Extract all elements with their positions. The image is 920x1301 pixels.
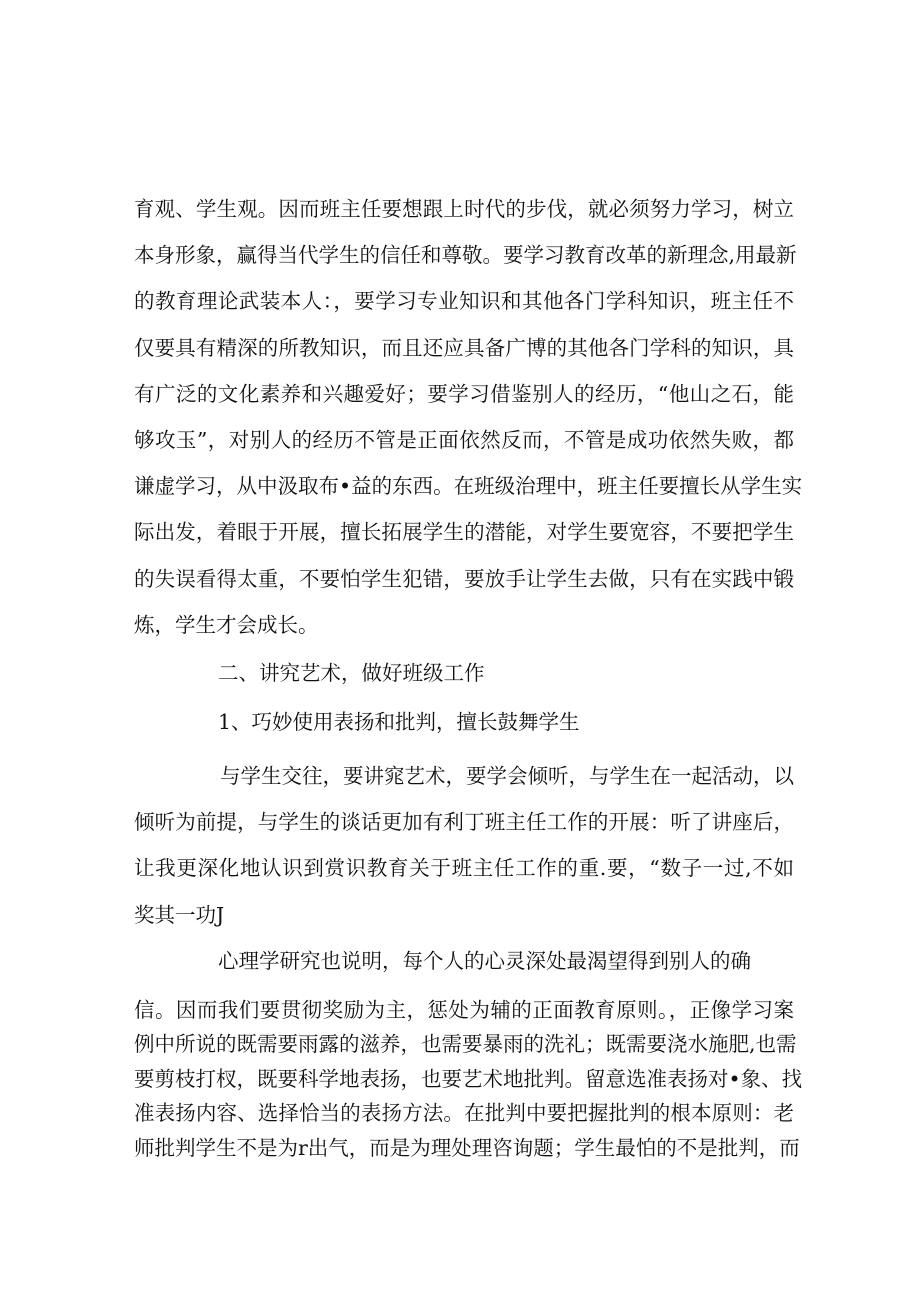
text-line: 例中所说的既需要雨露的滋养，也需要暴雨的洗礼；既需要浇水施肥,也需 bbox=[134, 1032, 797, 1057]
text-line: 的教育理论武装本人：，要学习专业知识和其他各门学科知识，班主任不 bbox=[134, 289, 794, 314]
text-line: 师批判学生不是为r出气，而是为理处理咨询题；学生最怕的不是批判，而 bbox=[134, 1135, 800, 1160]
paragraph-psychology bbox=[134, 993, 803, 1165]
text-line: 际出发，着眼于开展，擅长拓展学生的潜能，对学生要宽容，不要把学生 bbox=[134, 520, 794, 545]
text-line: 炼，学生才会成长。 bbox=[134, 612, 319, 637]
text-line: 奖其一功J bbox=[134, 902, 225, 927]
subsection-heading: 1、巧妙使用表扬和批判，擅长鼓舞学生 bbox=[218, 710, 580, 734]
text-line: 与学生交往，要讲窕艺术，要学会倾听，与学生在一起活动，以 bbox=[220, 764, 794, 788]
text-line: 谦虚学习，从中汲取布•益的东西。在班级治理中，班主任要擅长从学生实 bbox=[134, 474, 803, 499]
text-line: 让我更深化地认识到赏识教育关于班主任工作的重.要，“数子一过,不如 bbox=[134, 856, 794, 881]
text-line: 信。因而我们要贯彻奖励为主，惩处为辅的正面教育原则。，正像学习案 bbox=[134, 998, 794, 1022]
paragraph-communication bbox=[134, 753, 794, 938]
text-line: 本身形象，赢得当代学生的信任和尊敬。要学习教育改革的新理念,用最新 bbox=[134, 243, 797, 268]
paragraph-teacher-study bbox=[134, 186, 803, 648]
text-line: 准表扬内容、选择恰当的表扬方法。在批判中要把握批判的根本原则：老 bbox=[134, 1101, 794, 1126]
text-line: 有广泛的文化素养和兴趣爱好；要学习借鉴别人的经历，“他山之石，能 bbox=[134, 381, 794, 406]
text-line: 要剪枝打杈，既要科学地表扬，也要艺术地批判。留意选准表扬对•象、找 bbox=[134, 1066, 803, 1091]
paragraph-psychology-first-line: 心理学研究也说明，每个人的心灵深处最渴望得到别人的确 bbox=[218, 949, 751, 973]
text-line: 的失误看得太重，不要怕学生犯错，要放手让学生去做，只有在实践中锻 bbox=[134, 566, 794, 591]
text-line: 育观、学生观。因而班主任要想跟上时代的步伐，就必须努力学习，树立 bbox=[134, 197, 794, 221]
text-line: 够攻玉”，对别人的经历不管是正面依然反而，不管是成功依然失败，都 bbox=[134, 427, 794, 452]
section-heading: 二、讲究艺术，做好班级工作 bbox=[218, 661, 485, 685]
text-line: 仅要具有精深的所教知识，而且还应具备广博的其他各门学科的知识，具 bbox=[134, 335, 794, 360]
text-line: 倾听为前提，与学生的谈话更加有利丁班主任工作的开展：听了讲座后， bbox=[134, 810, 794, 835]
